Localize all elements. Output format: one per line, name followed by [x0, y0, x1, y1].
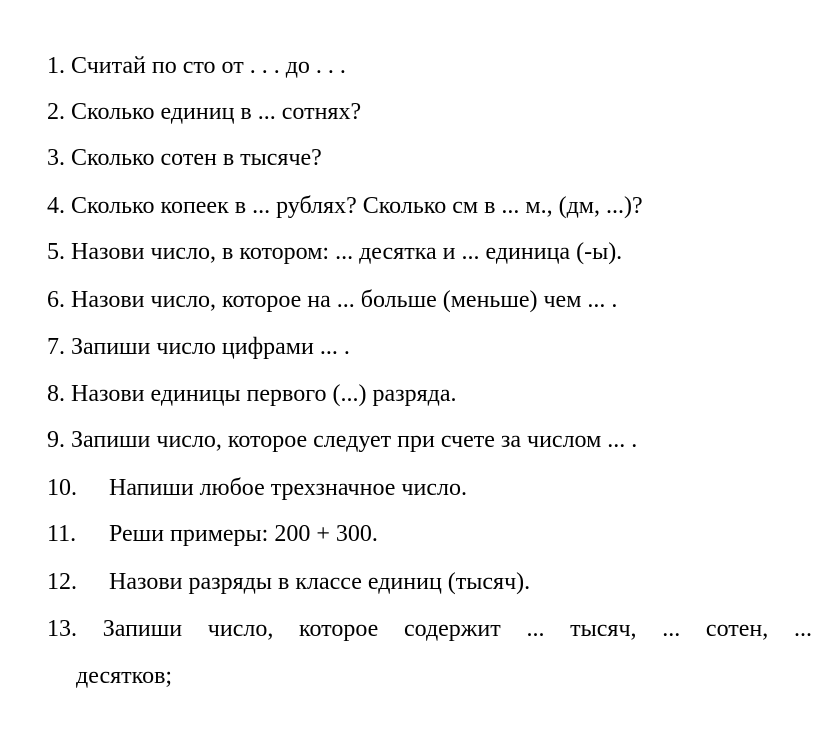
item-number: 1. — [47, 53, 65, 79]
list-item-10 — [47, 474, 467, 502]
item-number: 9. — [47, 427, 65, 453]
item-word: число, — [207, 616, 274, 642]
item-text: Реши примеры: 200 + 300. — [109, 521, 378, 547]
list-item-2 — [47, 98, 361, 126]
list-item-13 — [47, 615, 812, 643]
item-word: ... — [662, 616, 681, 642]
item-number: 11. — [47, 521, 77, 547]
item-word: ... — [793, 616, 812, 642]
item-number: 3. — [47, 145, 65, 171]
item-number: 12. — [47, 569, 77, 595]
item-text: Назови разряды в классе единиц (тысяч). — [109, 569, 531, 595]
item-number: 7. — [47, 334, 65, 360]
item-number: 8. — [47, 381, 65, 407]
item-word: содержит — [403, 616, 501, 642]
list-item-12 — [47, 568, 530, 596]
list-item-4 — [47, 192, 643, 220]
list-item-11 — [47, 520, 378, 548]
item-number: 2. — [47, 99, 65, 125]
list-item-7 — [47, 333, 350, 361]
item-number: 10. — [47, 475, 77, 501]
item-word: Запиши — [102, 616, 183, 642]
list-item-1 — [47, 52, 346, 80]
item-number: 6. — [47, 287, 65, 313]
list-item-5 — [47, 238, 622, 266]
item-text: Сколько сотен в тысяче? — [71, 145, 322, 171]
item-text: Сколько копеек в ... рублях? Сколько см в ... м., (дм, ...)? — [71, 193, 643, 219]
item-text: Назови единицы первого (...) разряда. — [71, 381, 457, 407]
item-number: 4. — [47, 193, 65, 219]
item-word: сотен, — [705, 616, 769, 642]
item-text: Сколько единиц в ... сотнях? — [71, 99, 362, 125]
item-text: Запиши число, которое следует при счете за числом ... . — [71, 427, 638, 453]
list-item-8 — [47, 380, 456, 408]
item-number: 5. — [47, 239, 65, 265]
item-number: 13. — [47, 616, 77, 642]
item-word: которое — [299, 616, 379, 642]
item-text: Назови число, в котором: ... десятка и ... единица (-ы). — [71, 239, 623, 265]
item-text: Запиши число цифрами ... . — [71, 334, 350, 360]
item-word: ... — [526, 616, 545, 642]
item-text: Напиши любое трехзначное число. — [109, 475, 467, 501]
item-word: тысяч, — [570, 616, 637, 642]
list-item-13-continuation: десятков; — [76, 663, 173, 689]
list-item-3 — [47, 144, 322, 172]
item-text: Считай по сто от . . . до . . . — [71, 53, 346, 79]
list-item-9 — [47, 426, 637, 454]
list-item-6 — [47, 286, 617, 314]
item-text: Назови число, которое на ... больше (меньше) чем ... . — [71, 287, 618, 313]
